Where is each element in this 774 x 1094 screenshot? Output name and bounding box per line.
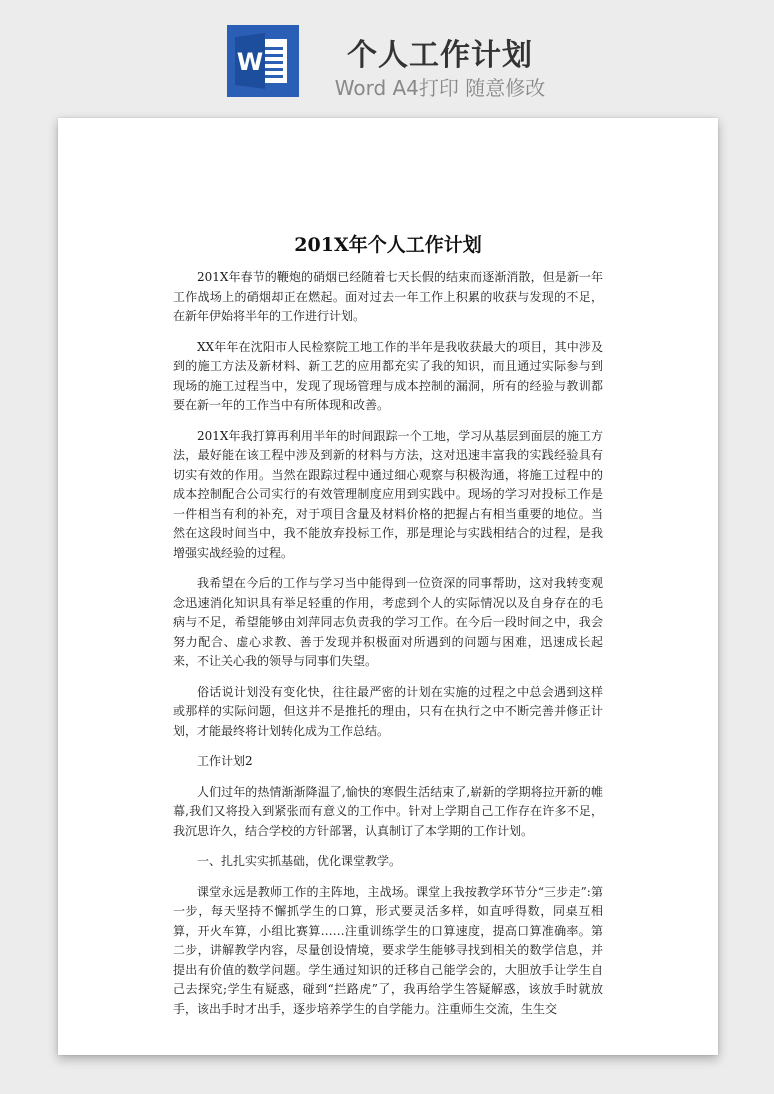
header-subtitle: Word A4打印 随意修改 bbox=[334, 76, 546, 100]
page-header bbox=[0, 0, 774, 118]
paragraph: 俗话说计划没有变化快，往往最严密的计划在实施的过程之中总会遇到这样或那样的实际问题，但这并不是推托的理由，只有在执行之中不断完善并修正计划，才能最终将计划转化成为工作总结。 bbox=[173, 684, 603, 738]
paragraph: 人们过年的热情渐渐降温了,愉快的寒假生活结束了,崭新的学期将拉开新的帷幕,我们又将投入到紧张而有意义的工作中。针对上学期自己工作存在许多不足，我沉思许久，结合学校的方针部署，认真制订了本学期的工作计划。 bbox=[173, 784, 603, 838]
paragraph: 201X年我打算再利用半年的时间跟踪一个工地，学习从基层到面层的施工方法，最好能在该工程中涉及到新的材料与方法，这对迅速丰富我的实践经验具有切实有效的作用。当然在跟踪过程中通过细心观察与积极沟通，将施工过程中的成本控制配合公司实行的有效管理制度应用到实践中。现场的学习对投标工作是一件相当有利的补充，对于项目含量及材料价格的把握占有相当重要的地位。当然在这段时间当中，我不能放弃投标工作，那是理论与实践相结合的过程，是我增强实战经验的过程。 bbox=[173, 428, 603, 560]
paragraph: 课堂永远是教师工作的主阵地，主战场。课堂上我按教学环节分“三步走”:第一步，每天坚持不懈抓学生的口算，形式要灵活多样，如直呼得数，同桌互相算，开火车算，小组比赛算……注重训练学生的口算速度，提高口算准确率。第二步，讲解教学内容，尽量创设情境，要求学生能够寻找到相关的数学信息，并提出有价值的数学问题。学生通过知识的迁移自己能学会的，大胆放手让学生自己去探究;学生有疑惑，碰到“拦路虎”了，我再给学生答疑解惑，该放手时就放手，该出手时才出手，逐步培养学生的自学能力。注重师生交流，生生交 bbox=[173, 884, 603, 1016]
word-icon bbox=[227, 25, 299, 97]
header-title: 个人工作计划 bbox=[347, 38, 533, 73]
document-page bbox=[58, 118, 718, 1055]
svg-text:W: W bbox=[236, 48, 264, 76]
section-heading: 一、扎扎实实抓基础，优化课堂教学。 bbox=[197, 854, 402, 868]
section-heading: 工作计划2 bbox=[197, 754, 253, 768]
paragraph: 我希望在今后的工作与学习当中能得到一位资深的同事帮助，这对我转变观念迅速消化知识具有举足轻重的作用，考虑到个人的实际情况以及自身存在的毛病与不足，希望能够由刘萍同志负责我的学习工作。在今后一段时间之中，我会努力配合、虚心求教、善于发现并积极面对所遇到的问题与困难，迅速成长起来，不让关心我的领导与同事们失望。 bbox=[173, 576, 603, 668]
paragraph: XX年年在沈阳市人民检察院工地工作的半年是我收获最大的项目，其中涉及到的施工方法及新材料、新工艺的应用都充实了我的知识，而且通过实际参与到现场的施工过程当中，发现了现场管理与成本控制的漏洞，所有的经验与教训都要在新一年的工作当中有所体现和改善。 bbox=[173, 339, 603, 412]
paragraph: 201X年春节的鞭炮的硝烟已经随着七天长假的结束而逐渐消散，但是新一年工作战场上的硝烟却正在燃起。面对过去一年工作上积累的收获与发现的不足，在新年伊始将半年的工作进行计划。 bbox=[173, 270, 603, 323]
document-title: 201X年个人工作计划 bbox=[294, 234, 482, 256]
document-body bbox=[173, 268, 603, 1030]
